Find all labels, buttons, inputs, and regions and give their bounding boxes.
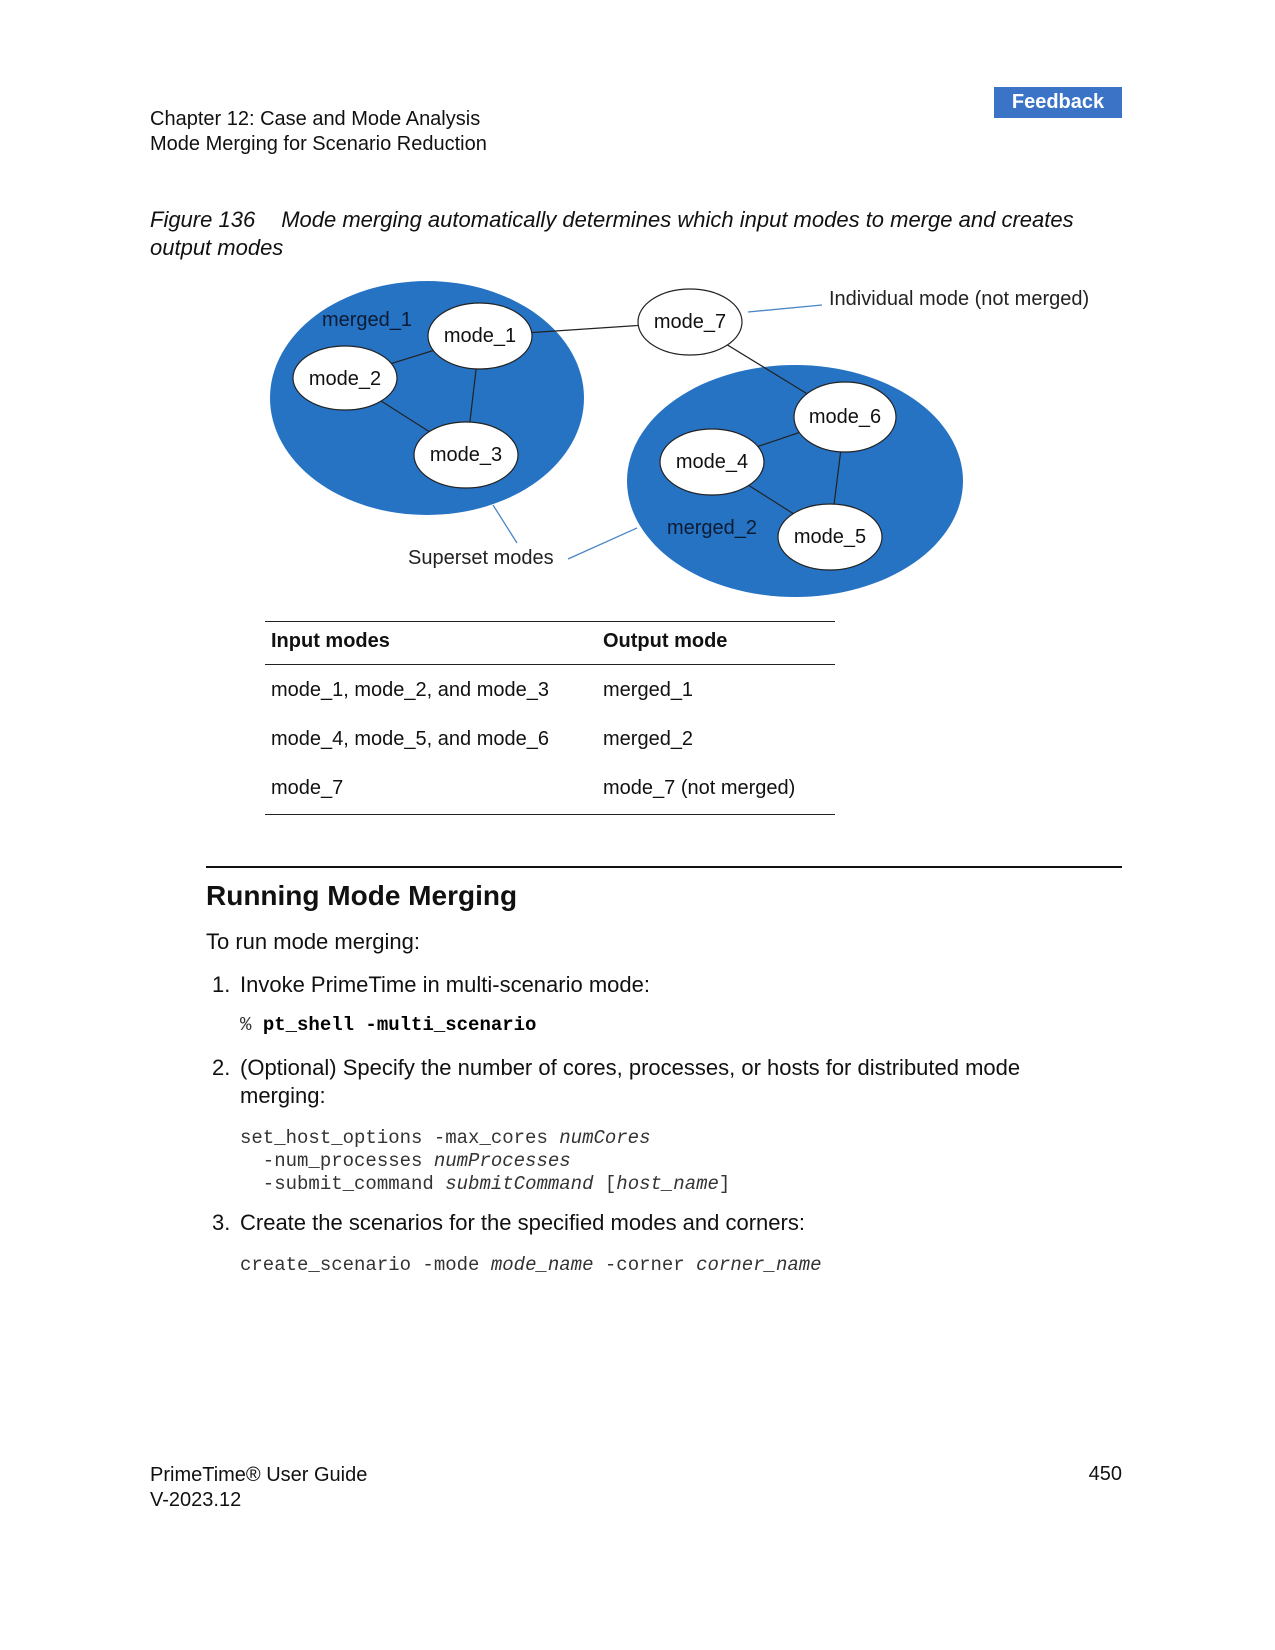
page-number: 450: [1088, 1463, 1122, 1485]
code-text: [: [604, 1173, 617, 1195]
header-output-mode: Output mode: [597, 622, 835, 665]
mode-merging-diagram: [0, 0, 1275, 620]
table-row: [265, 763, 835, 815]
code-text: -corner: [604, 1254, 685, 1276]
callout-superset-2: [568, 528, 637, 559]
step-text: (Optional) Specify the number of cores, processes, or hosts for distributed mode merging:: [240, 1055, 1021, 1108]
input-modes-cell: mode_7: [265, 763, 597, 815]
input-modes-cell: mode_1, mode_2, and mode_3: [271, 679, 549, 701]
label-mode-1: mode_1: [443, 325, 517, 347]
output-mode-cell: mode_7 (not merged): [597, 763, 835, 815]
step-number: 3.: [212, 1210, 231, 1235]
footer-version: V-2023.12: [150, 1489, 242, 1511]
mode-mapping-table: [265, 621, 835, 815]
code-text: -num_processes: [240, 1150, 423, 1172]
label-mode-7: mode_7: [653, 311, 727, 333]
footer: [150, 1463, 367, 1513]
footer-title: PrimeTime® User Guide: [150, 1464, 368, 1486]
label-merged-1: merged_1: [321, 309, 413, 331]
code-text: set_host_options -max_cores: [240, 1127, 548, 1149]
table-row: [265, 665, 835, 715]
code-text: -submit_command: [240, 1173, 434, 1195]
label-merged-2: merged_2: [666, 517, 758, 539]
label-mode-2: mode_2: [308, 368, 382, 390]
feedback-button[interactable]: Feedback: [994, 87, 1122, 118]
label-mode-3: mode_3: [429, 444, 503, 466]
code-text: ]: [718, 1173, 731, 1195]
step-number: 2.: [212, 1055, 231, 1080]
code-arg: submitCommand: [445, 1173, 594, 1195]
label-mode-4: mode_4: [675, 451, 749, 473]
code-block-1: [240, 1014, 536, 1037]
callout-individual: [748, 305, 822, 312]
step-3: [212, 1209, 1092, 1237]
code-arg: mode_name: [490, 1254, 594, 1276]
intro-paragraph: To run mode merging:: [206, 929, 420, 954]
section-divider: [206, 866, 1122, 868]
output-mode-cell: merged_1: [603, 679, 694, 701]
chapter-title: Chapter 12: Case and Mode Analysis: [150, 108, 481, 130]
section-title: Mode Merging for Scenario Reduction: [150, 133, 487, 155]
figure-number: Figure 136: [150, 207, 256, 232]
code-block-3: [240, 1254, 822, 1277]
code-arg: host_name: [616, 1173, 719, 1195]
step-text: Invoke PrimeTime in multi-scenario mode:: [240, 972, 650, 997]
figure-title: Mode merging automatically determines which input modes to merge and creates output modes: [150, 207, 1074, 260]
label-mode-6: mode_6: [808, 406, 882, 428]
input-modes-cell: mode_4, mode_5, and mode_6: [271, 728, 549, 750]
code-arg: numCores: [559, 1127, 651, 1149]
code-arg: corner_name: [696, 1254, 822, 1276]
code-block-2: [240, 1127, 730, 1196]
shell-prompt: %: [240, 1014, 252, 1036]
table-row: [265, 714, 835, 763]
section-heading: Running Mode Merging: [206, 880, 518, 911]
output-mode-cell: merged_2: [603, 728, 694, 750]
code-arg: numProcesses: [433, 1150, 571, 1172]
step-2: [212, 1054, 1092, 1108]
table-header-row: [265, 622, 835, 665]
header-input-modes: Input modes: [265, 622, 597, 665]
step-number: 1.: [212, 972, 231, 997]
label-individual-mode: Individual mode (not merged): [829, 288, 1090, 310]
step-text: Create the scenarios for the specified modes and corners:: [240, 1210, 805, 1235]
label-superset-modes: Superset modes: [408, 547, 554, 569]
step-1: [212, 971, 1092, 999]
callout-superset-1: [493, 505, 517, 543]
command: pt_shell -multi_scenario: [262, 1014, 537, 1036]
code-text: create_scenario -mode: [240, 1254, 480, 1276]
label-mode-5: mode_5: [793, 526, 867, 548]
